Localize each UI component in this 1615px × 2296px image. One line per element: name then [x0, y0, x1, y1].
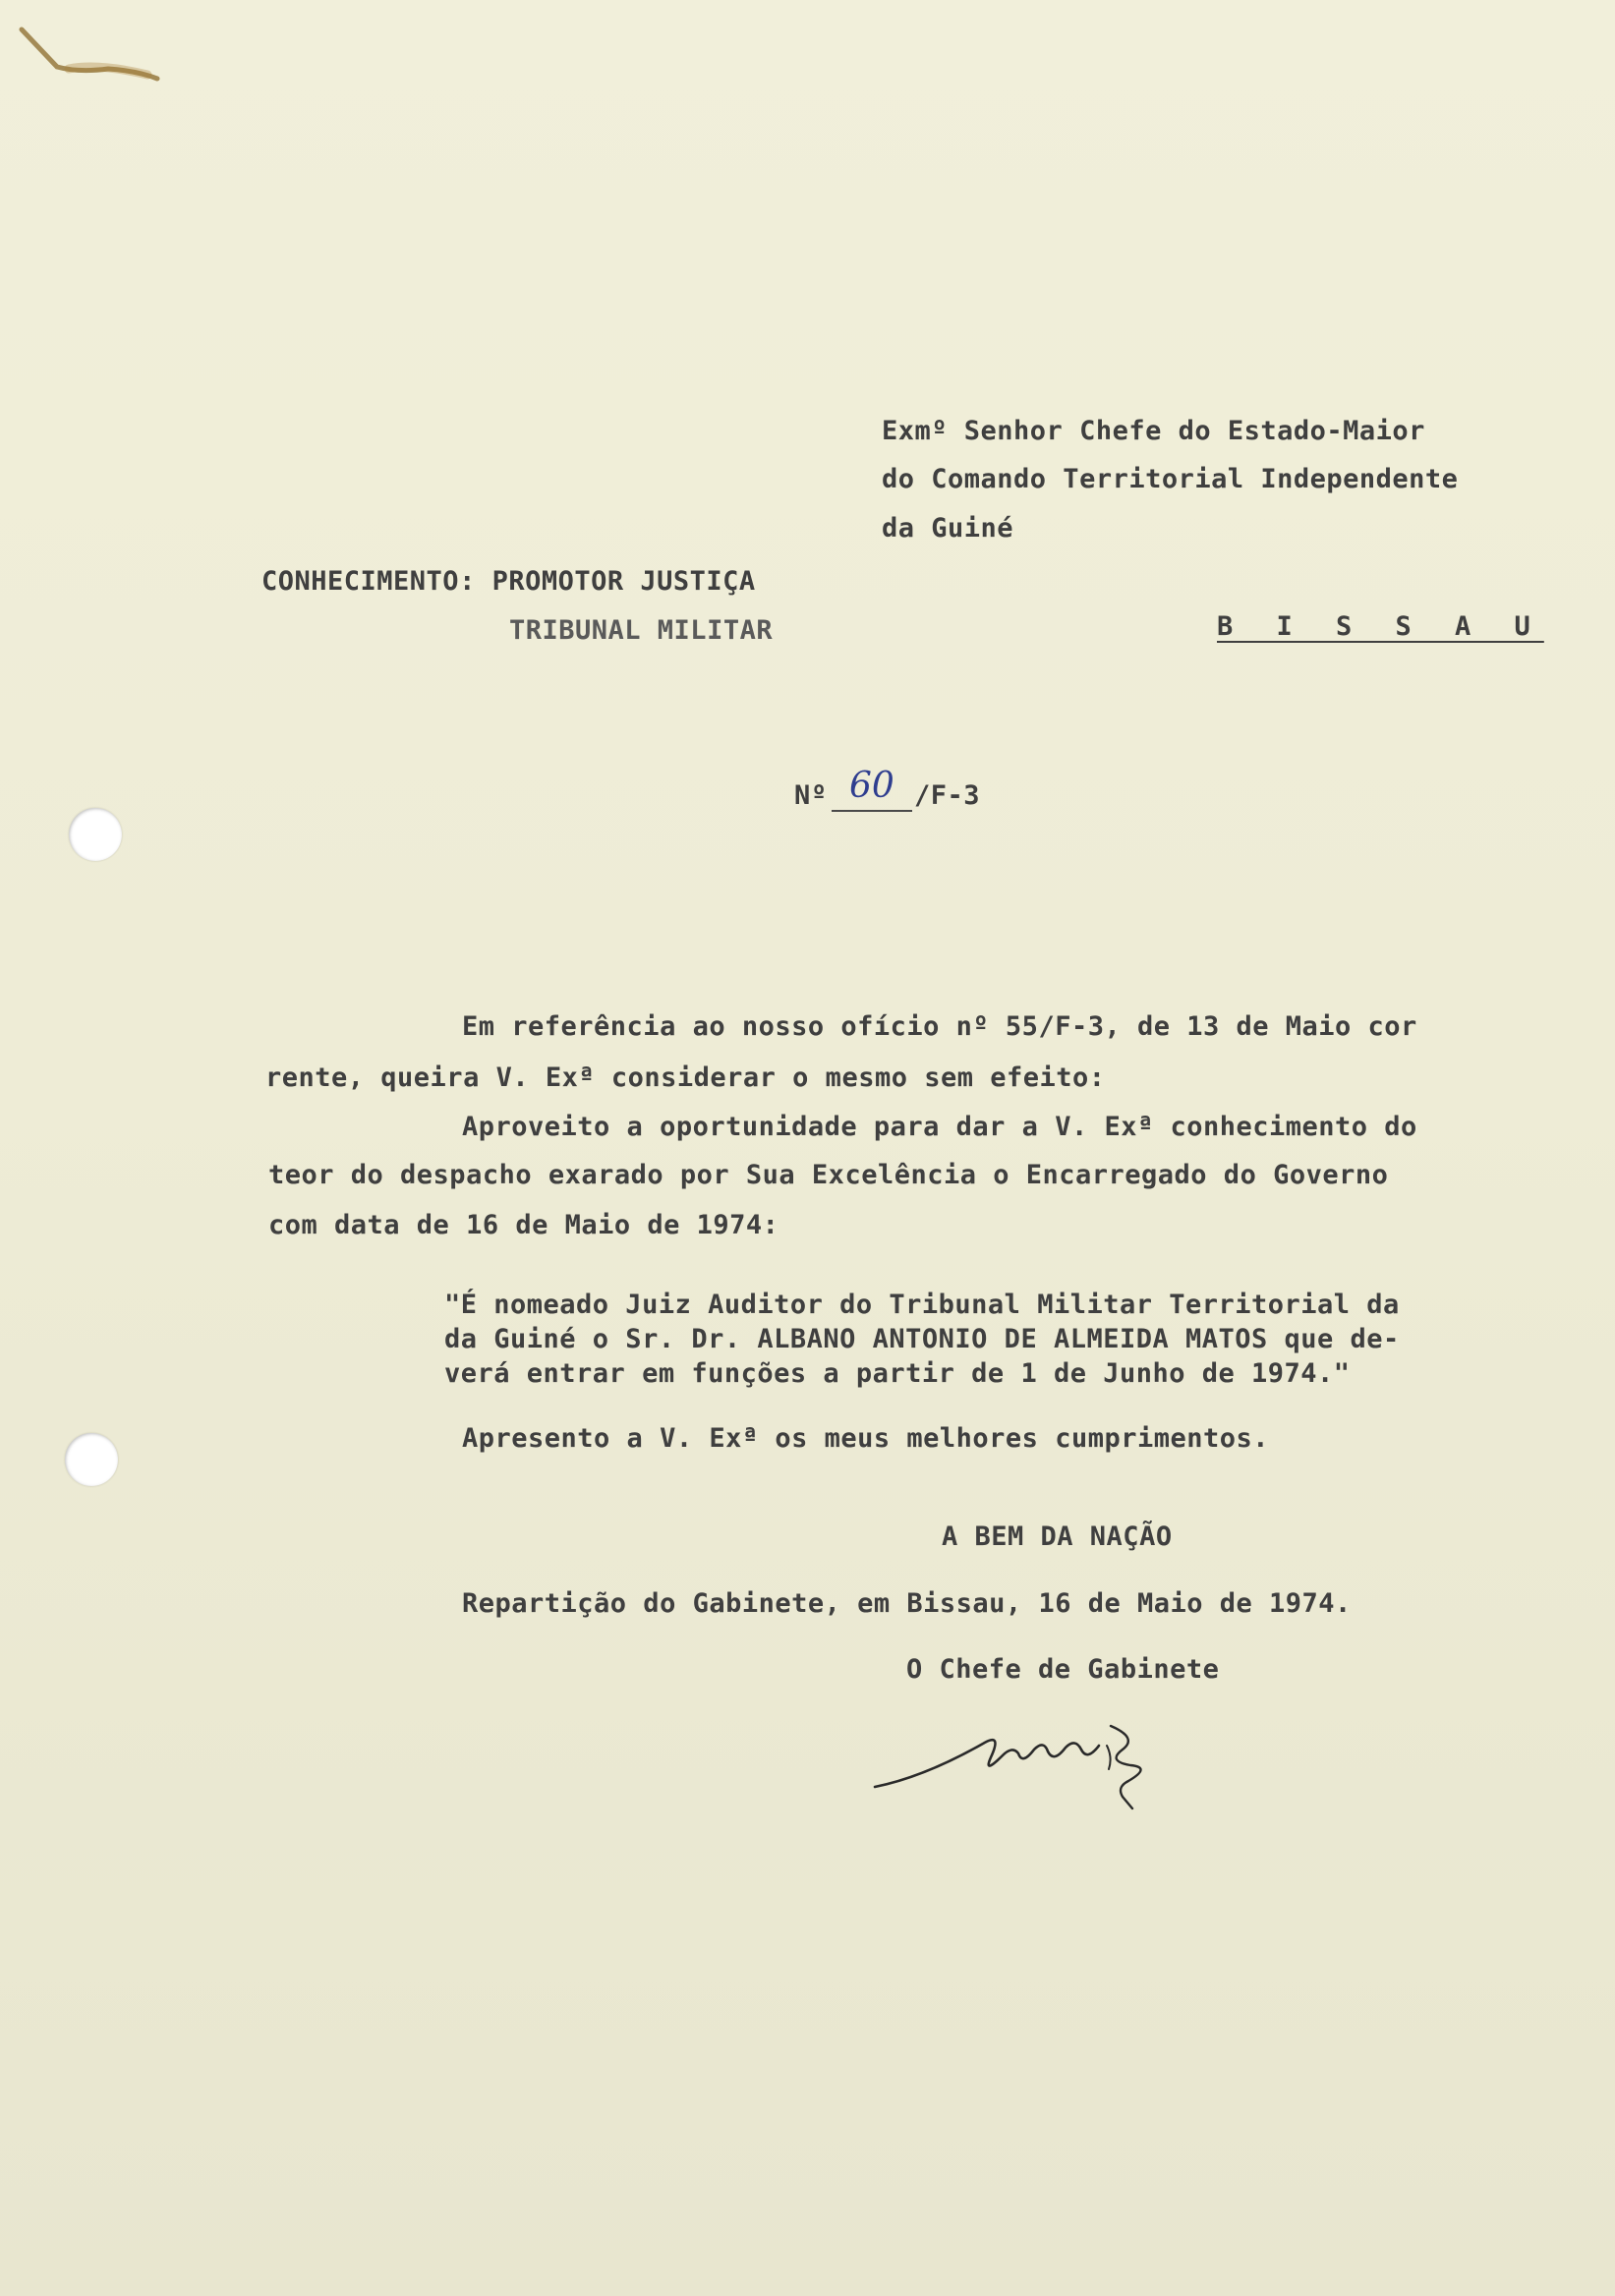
quote-line-2: da Guiné o Sr. Dr. ALBANO ANTONIO DE ALMEIDA MATOS que de- — [444, 1324, 1400, 1354]
quote-line-1: "É nomeado Juiz Auditor do Tribunal Militar Territorial da — [444, 1290, 1400, 1320]
punch-hole-top — [69, 808, 122, 861]
handwritten-signature — [865, 1693, 1199, 1830]
punch-hole-bottom — [65, 1433, 118, 1486]
body-paragraph-2-line-1: Aproveito a oportunidade para dar a V. Exª conhecimento do — [462, 1112, 1417, 1142]
reference-number-blank — [832, 810, 912, 812]
reference-prefix: Nº — [794, 780, 828, 811]
reference-suffix: /F-3 — [914, 780, 981, 811]
addressee-line-3: da Guiné — [882, 513, 1014, 544]
quote-line-3: verá entrar em funções a partir de 1 de Junho de 1974." — [444, 1358, 1351, 1389]
body-paragraph-1-line-1: Em referência ao nosso ofício nº 55/F-3, de 13 de Maio cor — [462, 1011, 1417, 1042]
body-paragraph-2-line-2: teor do despacho exarado por Sua Excelência o Encarregado do Governo — [268, 1160, 1389, 1190]
signatory-title: O Chefe de Gabinete — [906, 1654, 1220, 1685]
addressee-line-2: do Comando Territorial Independente — [882, 464, 1459, 494]
body-paragraph-2-line-3: com data de 16 de Maio de 1974: — [268, 1210, 779, 1240]
addressee-city: B I S S A U — [1217, 611, 1544, 642]
stain-mark — [0, 0, 197, 108]
reference-number: 60 — [849, 766, 894, 806]
motto: A BEM DA NAÇÃO — [942, 1521, 1173, 1552]
knowledge-line-2: TRIBUNAL MILITAR — [509, 615, 774, 646]
place-date: Repartição do Gabinete, em Bissau, 16 de Maio de 1974. — [462, 1588, 1352, 1619]
body-paragraph-1-line-2: rente, queira V. Exª considerar o mesmo sem efeito: — [265, 1062, 1106, 1093]
knowledge-line-1: CONHECIMENTO: PROMOTOR JUSTIÇA — [261, 566, 756, 597]
addressee-line-1: Exmº Senhor Chefe do Estado-Maior — [882, 416, 1425, 446]
closing-line: Apresento a V. Exª os meus melhores cumprimentos. — [462, 1423, 1270, 1454]
